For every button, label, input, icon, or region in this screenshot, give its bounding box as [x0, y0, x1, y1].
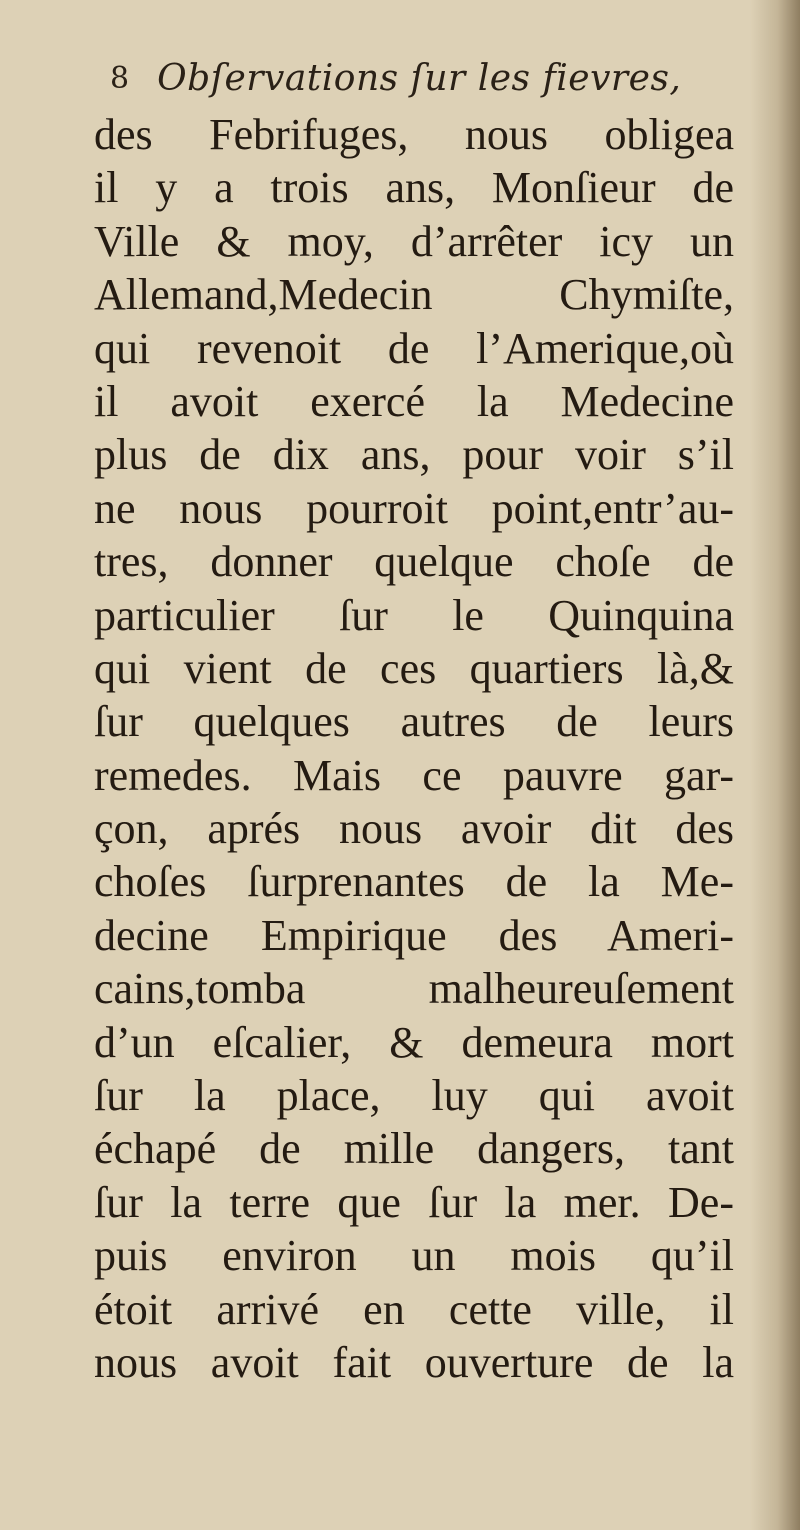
text-line: cains,tomba malheureuſement	[94, 964, 734, 1014]
page-number: 8	[110, 60, 130, 96]
text-line: Ville & moy, d’arrêter icy un	[94, 216, 734, 266]
text-line: plus de dix ans, pour voir s’il	[94, 430, 734, 480]
text-line: échapé de mille dangers, tant	[94, 1124, 734, 1174]
text-line: remedes. Mais ce pauvre gar-	[94, 750, 734, 800]
text-line: ſur la place, luy qui avoit	[94, 1071, 734, 1121]
running-title: Obſervations ſur les fievres,	[157, 57, 682, 99]
text-line: ſur la terre que ſur la mer. De-	[94, 1177, 734, 1227]
text-line: il avoit exercé la Medecine	[94, 376, 734, 426]
text-line: nous avoit fait ouverture de la	[94, 1337, 734, 1387]
text-line: ſur quelques autres de leurs	[94, 697, 734, 747]
text-line: particulier ſur le Quinquina	[94, 590, 734, 640]
text-line: qui revenoit de l’Amerique,où	[94, 323, 734, 373]
body-text	[94, 108, 734, 1389]
text-line: puis environ un mois qu’il	[94, 1231, 734, 1281]
text-line: choſes ſurprenantes de la Me-	[94, 857, 734, 907]
text-line: ne nous pourroit point,entr’au-	[94, 483, 734, 533]
page-gutter-shadow	[750, 0, 800, 1530]
page-header	[110, 48, 681, 108]
text-line: d’un eſcalier, & demeura mort	[94, 1017, 734, 1067]
text-line: Allemand,Medecin Chymiſte,	[94, 270, 734, 320]
text-line: decine Empirique des Ameri-	[94, 910, 734, 960]
text-line: çon, aprés nous avoir dit des	[94, 804, 734, 854]
text-line: tres, donner quelque choſe de	[94, 537, 734, 587]
text-line: il y a trois ans, Monſieur de	[94, 163, 734, 213]
text-line: étoit arrivé en cette ville, il	[94, 1284, 734, 1334]
text-line: des Febrifuges, nous obligea	[94, 110, 734, 159]
text-line: qui vient de ces quartiers là,&	[94, 643, 734, 693]
